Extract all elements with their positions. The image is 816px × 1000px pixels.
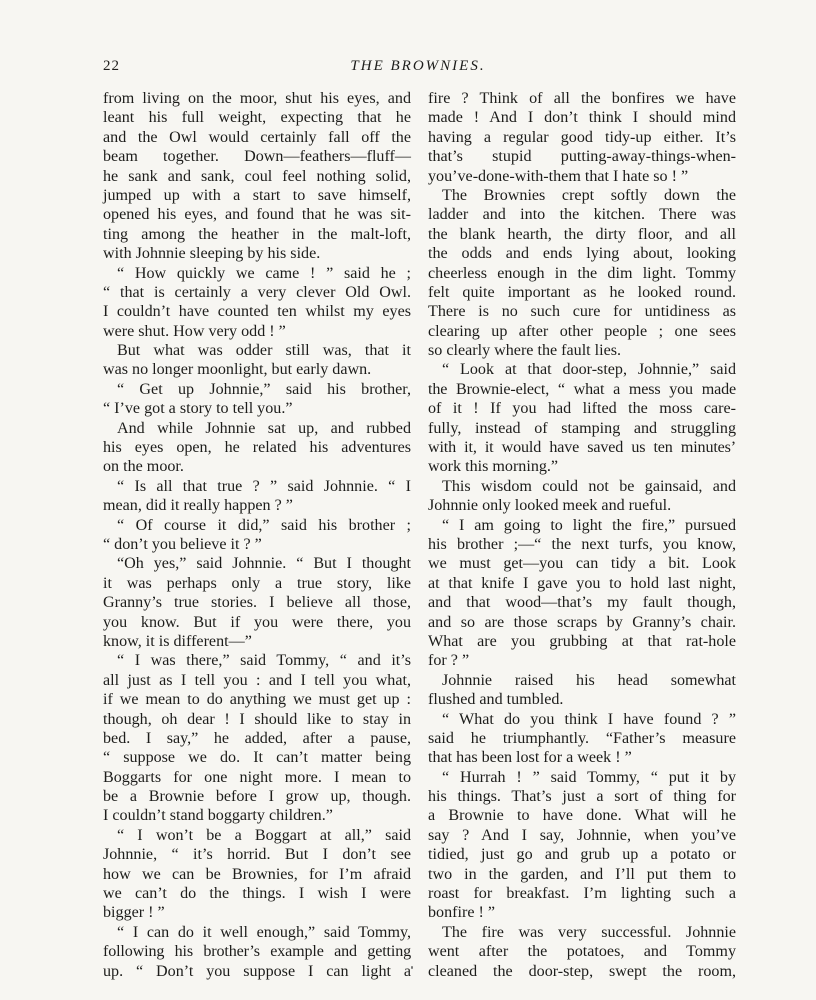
text-line: fully, instead of stamping and struggling (428, 419, 736, 437)
text-line: “ How quickly we came ! ” said he ; (117, 264, 411, 282)
text-line: a Brownie to have done. What will he (428, 807, 736, 825)
text-line: What are you grubbing at that rat-hole (428, 632, 736, 650)
text-line: and that wood—that’s my fault though, (428, 594, 736, 612)
text-line: with it, it would have saved us ten minutes’ (428, 439, 736, 457)
text-line: roast for breakfast. I’m lighting such a (428, 885, 736, 903)
text-line: up. “ Don’t you suppose I can light a (103, 962, 411, 980)
text-line: for ? ” (428, 652, 470, 670)
text-line: “ don’t you believe it ? ” (103, 535, 262, 553)
text-line: the Brownie-elect, “ what a mess you made (428, 380, 736, 398)
text-line: flushed and tumbled. (428, 691, 564, 709)
text-line: and the Owl would certainly fall off the (103, 128, 411, 146)
text-line: all just as I tell you : and I tell you what, (103, 671, 411, 689)
text-line: jumped up with a start to save himself, (103, 186, 411, 204)
text-line: “ Of course it did,” said his brother ; (117, 516, 411, 534)
text-line: his eyes open, he related his adventures (103, 439, 411, 457)
text-line: bigger ! ” (103, 904, 165, 922)
text-line: “ suppose we do. It can’t matter being (103, 749, 411, 767)
text-line: ladder and into the kitchen. There was (428, 206, 736, 224)
text-line: at that knife I gave you to hold last night, (428, 574, 736, 592)
text-line: The Brownies crept softly down the (442, 186, 736, 204)
text-line: leant his full weight, expecting that he (103, 109, 411, 127)
text-line: having a regular good tidy-up either. It’s (428, 128, 736, 146)
text-line: made ! And I don’t think I should mind (428, 109, 736, 127)
text-line: “ I was there,” said Tommy, “ and it’s (117, 652, 411, 670)
text-line: his brother ;—“ the next turfs, you know, (428, 535, 736, 553)
text-line: how we can be Brownies, for I’m afraid (103, 865, 411, 883)
running-head (103, 58, 733, 78)
text-line: be a Brownie before I grow up, though. (103, 788, 411, 806)
text-line: I couldn’t stand boggarty children.” (103, 807, 333, 825)
text-line: And while Johnnie sat up, and rubbed (117, 419, 411, 437)
text-line: Johnnie, “ it’s horrid. But I don’t see (103, 846, 411, 864)
text-line: felt quite important as he looked round. (428, 283, 736, 301)
text-line: the blank hearth, the dirty floor, and all (428, 225, 736, 243)
text-line: tidied, just go and grub up a potato or (428, 846, 736, 864)
text-line: opened his eyes, and found that he was sit- (103, 206, 411, 224)
text-line: “ Look at that door-step, Johnnie,” said (442, 361, 736, 379)
text-line: from living on the moor, shut his eyes, and (103, 90, 411, 107)
text-line: “ I’ve got a story to tell you.” (103, 400, 293, 418)
text-line: we can’t do the things. I wish I were (103, 885, 411, 903)
text-line: “ that is certainly a very clever Old Owl. (103, 283, 411, 301)
text-line: went after the potatoes, and Tommy (428, 943, 736, 961)
text-line: “ I am going to light the fire,” pursued (442, 516, 736, 534)
text-line: beam together. Down—feathers—fluff— (103, 148, 411, 166)
text-line: The fire was very successful. Johnnie (442, 923, 736, 941)
text-line: say ? And I say, Johnnie, when you’ve (428, 826, 736, 844)
text-line: Johnnie only looked meek and rueful. (428, 497, 672, 515)
text-line: “ I can do it well enough,” said Tommy, (117, 923, 411, 941)
text-line: was no longer moonlight, but early dawn. (103, 361, 372, 379)
text-line: two in the garden, and I’ll put them to (428, 865, 736, 883)
text-line: with Johnnie sleeping by his side. (103, 245, 321, 263)
text-line: that’s stupid putting-away-things-when- (428, 148, 736, 166)
text-line: if we mean to do anything we must get up : (103, 691, 411, 709)
text-line: of it ! If you had lifted the moss care- (428, 400, 736, 418)
text-line: so clearly where the fault lies. (428, 342, 622, 360)
text-line: you know. But if you were there, you (103, 613, 411, 631)
text-line: you’ve-done-with-them that I hate so ! ” (428, 167, 689, 185)
text-line: know, it is different—” (103, 632, 252, 650)
text-line: ting among the heather in the malt-loft, (103, 225, 411, 243)
text-line: “ Is all that true ? ” said Johnnie. “ I (117, 477, 411, 495)
text-line: “Oh yes,” said Johnnie. “ But I thought (117, 555, 411, 573)
text-line: mean, did it really happen ? ” (103, 497, 293, 515)
text-line: that has been lost for a week ! ” (428, 749, 632, 767)
text-line: said he triumphantly. “Father’s measure (428, 729, 736, 747)
text-line: bed. I say,” he added, after a pause, (103, 729, 411, 747)
text-line: cleaned the door-step, swept the room, (428, 962, 736, 980)
text-line: we must get—you can tidy a bit. Look (428, 555, 736, 573)
text-line: the odds and ends lying about, looking (428, 245, 736, 263)
text-line: “ Hurrah ! ” said Tommy, “ put it by (442, 768, 736, 786)
text-line: There is no such cure for untidiness as (428, 303, 736, 321)
page-number: 22 (103, 58, 120, 74)
text-line: fire ? Think of all the bonfires we have (428, 90, 736, 107)
left-text-column (103, 89, 411, 981)
text-line: were shut. How very odd ! ” (103, 322, 286, 340)
text-line: This wisdom could not be gainsaid, and (442, 477, 736, 495)
text-line: though, oh dear ! I should like to stay in (103, 710, 411, 728)
ink-speck (411, 966, 413, 969)
text-line: But what was odder still was, that it (117, 342, 411, 360)
text-line: “ Get up Johnnie,” said his brother, (117, 380, 411, 398)
text-line: on the moor. (103, 458, 184, 476)
text-line: “ I won’t be a Boggart at all,” said (117, 826, 411, 844)
text-line: bonfire ! ” (428, 904, 496, 922)
right-text-column (428, 89, 736, 981)
text-line: clearing up after other people ; one sees (428, 322, 736, 340)
text-line: Granny’s true stories. I believe all those, (103, 594, 411, 612)
text-line: “ What do you think I have found ? ” (442, 710, 736, 728)
text-line: and so are those scraps by Granny’s chair. (428, 613, 736, 631)
text-line: I couldn’t have counted ten whilst my eyes (103, 303, 411, 321)
text-line: Johnnie raised his head somewhat (442, 671, 736, 689)
text-line: work this morning.” (428, 458, 559, 476)
text-line: following his brother’s example and getting (103, 943, 411, 961)
text-line: it was perhaps only a true story, like (103, 574, 411, 592)
text-line: Boggarts for one night more. I mean to (103, 768, 411, 786)
running-title: THE BROWNIES. (350, 58, 486, 74)
text-line: he sank and sank, coul feel nothing solid, (103, 167, 411, 185)
text-line: his things. That’s just a sort of thing for (428, 788, 736, 806)
text-line: cheerless enough in the dim light. Tommy (428, 264, 736, 282)
